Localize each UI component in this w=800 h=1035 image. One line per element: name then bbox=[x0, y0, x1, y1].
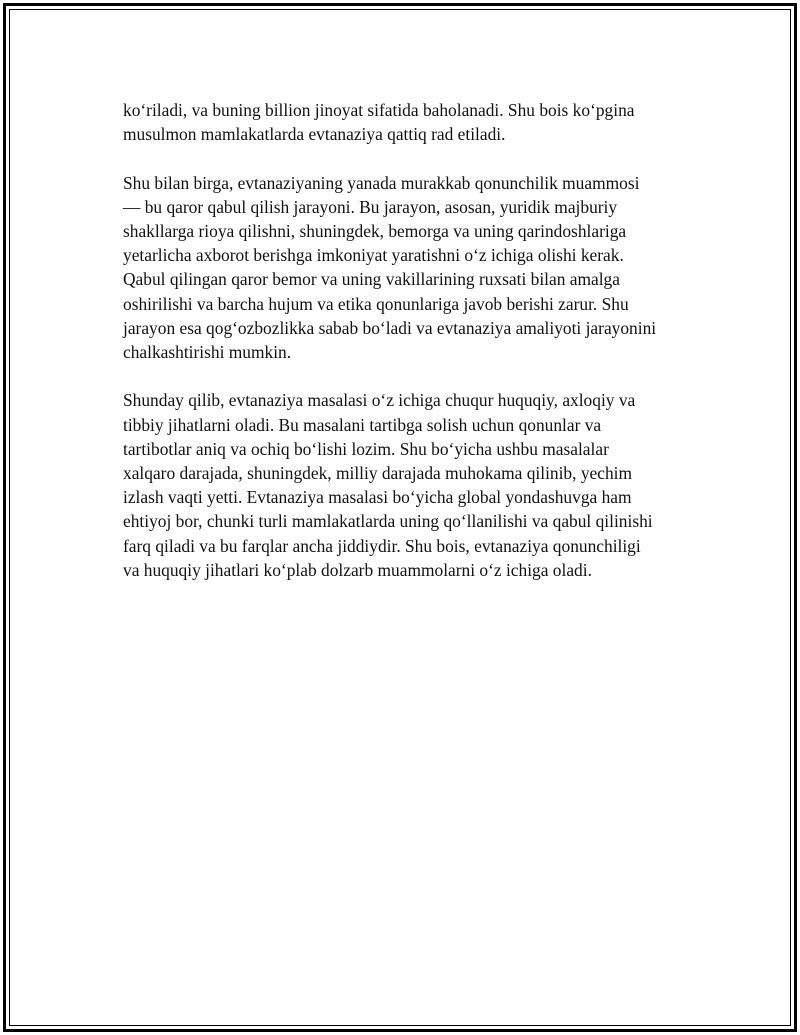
text-line: musulmon mamlakatlarda evtanaziya qattiq rad etiladi. bbox=[123, 124, 506, 145]
text-line: chalkashtirishi mumkin. bbox=[123, 342, 292, 363]
page-border bbox=[3, 3, 797, 1032]
paragraph-1 bbox=[123, 98, 708, 146]
text-line: — bu qaror qabul qilish jarayoni. Bu jarayon, asosan, yuridik majburiy bbox=[123, 196, 618, 217]
text-line: farq qiladi va bu farqlar ancha jiddiydir. Shu bois, evtanaziya qonunchiligi bbox=[123, 535, 641, 556]
text-line: izlash vaqti yetti. Evtanaziya masalasi bo‘yicha global yondashuvga ham bbox=[123, 487, 632, 508]
text-line: tibbiy jihatlarni oladi. Bu masalani tartibga solish uchun qonunlar va bbox=[123, 414, 602, 435]
text-line: tartibotlar aniq va ochiq bo‘lishi lozim. Shu bo‘yicha ushbu masalalar bbox=[123, 438, 609, 459]
paragraph-3 bbox=[123, 388, 708, 582]
document-body bbox=[123, 98, 708, 606]
paragraph-2 bbox=[123, 171, 708, 365]
text-line: Shu bilan birga, evtanaziyaning yanada murakkab qonunchilik muammosi bbox=[123, 172, 640, 193]
text-line: Shunday qilib, evtanaziya masalasi o‘z ichiga chuqur huquqiy, axloqiy va bbox=[123, 390, 636, 411]
text-line: jarayon esa qog‘ozbozlikka sabab bo‘ladi va evtanaziya amaliyoti jarayonini bbox=[123, 317, 657, 338]
text-line: va huquqiy jihatlari ko‘plab dolzarb muammolarni o‘z ichiga oladi. bbox=[123, 559, 592, 580]
text-line: ehtiyoj bor, chunki turli mamlakatlarda uning qo‘llanilishi va qabul qilinishi bbox=[123, 511, 653, 532]
text-line: Qabul qilingan qaror bemor va uning vakillarining ruxsati bilan amalga bbox=[123, 269, 620, 290]
text-line: shakllarga rioya qilishni, shuningdek, bemorga va uning qarindoshlariga bbox=[123, 221, 627, 241]
text-line: yetarlicha axborot berishga imkoniyat yaratishni o‘z ichiga olishi kerak. bbox=[123, 245, 624, 266]
text-line: ko‘riladi, va buning billion jinoyat sifatida baholanadi. Shu bois ko‘pgina bbox=[123, 100, 635, 120]
text-line: xalqaro darajada, shuningdek, milliy darajada muhokama qilinib, yechim bbox=[123, 463, 633, 484]
text-line: oshirilishi va barcha hujum va etika qonunlariga javob berishi zarur. Shu bbox=[123, 293, 629, 314]
